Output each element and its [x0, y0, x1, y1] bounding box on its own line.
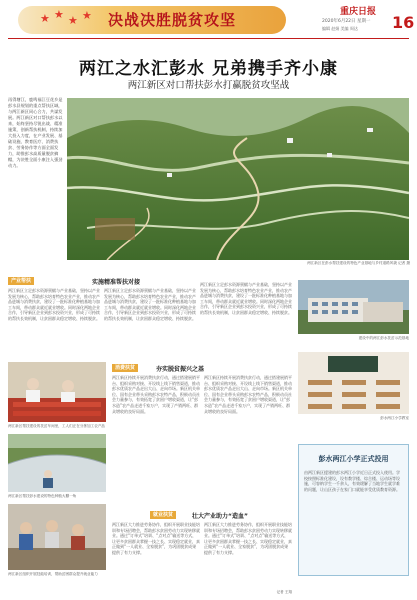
section1-column3: 两江新区立足彭水资源禀赋与产业基础，坚持以产业发展为核心，帮助彭水培育特色农业产业，推动农产品进城与消费扶贫，建设了一批标准化种植基地与加工车间，带动群众就近就业增收。同时深化两地企业合作，引导新区企业到彭水投资兴业，形成了可持续的帮扶长效机制，让贫困群众稳定增收、持续脱贫。 [200, 282, 292, 315]
masthead-logo: 重庆日报 [340, 7, 377, 17]
classroom-photo-caption: 彭水两江小学教室 [380, 416, 409, 420]
header-divider [8, 38, 409, 39]
byline: 记者 王翔 [276, 590, 292, 594]
star-icon: ★ [68, 14, 78, 27]
factory-photo [8, 362, 106, 422]
school-news-box [298, 444, 409, 576]
right-photo-1-caption: 建设中的两江彭水扶贫示范基地 [358, 336, 409, 340]
greenhouse-photo-caption: 两江新区帮扶彭水建设的特色种植大棚一角 [8, 494, 77, 498]
box-headline: 彭水两江小学正式投用 [318, 454, 389, 463]
section-title: 决战决胜脱贫攻坚 [108, 11, 237, 29]
main-headline: 两江之水汇彭水 兄弟携手齐小康 [79, 59, 338, 79]
star-icon: ★ [54, 8, 64, 21]
section2-column2: 两江新区持续开展消费扶贫行动，通过搭建展销平台、组织采购对接、开设线上线下销售渠道，推动彭水优质农产品走出大山、走向市场。新区机关单位、国有企业带头采购彭水农特产品，积极动员社会力量参与，有效拓宽了贫困户增收渠道，让“彭水造”农产品走进千家万户，实现了产销两旺、群众增收的良好局面。 [204, 375, 292, 414]
greenhouse-image [8, 434, 106, 492]
issue-date: 2020年6月22日 星期一 [322, 19, 371, 24]
section-heading: 夯实脱贫振兴之基 [156, 366, 205, 373]
section1-column1: 两江新区立足彭水资源禀赋与产业基础，坚持以产业发展为核心，帮助彭水培育特色农业产业，推动农产品进城与消费扶贫，建设了一批标准化种植基地与加工车间，带动群众就近就业增收。同时深化两地企业合作，引导新区企业到彭水投资兴业，形成了可持续的帮扶长效机制，让贫困群众稳定增收、持续脱贫。 [8, 288, 100, 321]
right-photo-1 [298, 280, 409, 334]
main-photo-caption: 两江新区在彭水帮扶建设的特色产业基地与乡村道路风貌 记者 摄 [307, 261, 410, 265]
section-tag: 产业帮扶 [8, 277, 34, 285]
classroom-image [298, 352, 409, 414]
factory-photo-caption: 两江新区帮扶建设的扶贫车间里，工人们正在分拣加工农产品 [8, 424, 106, 428]
sub-headline: 两江新区对口帮扶彭水打赢脱贫攻坚战 [127, 80, 290, 91]
section2-column1: 两江新区持续开展消费扶贫行动，通过搭建展销平台、组织采购对接、开设线上线下销售渠道，推动彭水优质农产品走出大山、走向市场。新区机关单位、国有企业带头采购彭水农特产品，积极动员社会力量参与，有效拓宽了贫困户增收渠道，让“彭水造”农产品走进千家万户，实现了产销两旺、群众增收的良好局面。 [112, 375, 200, 414]
section1-column2: 两江新区立足彭水资源禀赋与产业基础，坚持以产业发展为核心，帮助彭水培育特色农业产业，推动农产品进城与消费扶贫，建设了一批标准化种植基地与加工车间，带动群众就近就业增收。同时深化两地企业合作，引导新区企业到彭水投资兴业，形成了可持续的帮扶长效机制，让贫困群众稳定增收、持续脱贫。 [104, 288, 196, 321]
section3-column2: 两江新区大力推进劳务协作，组织开展职业技能培训和专场招聘会，帮助彭水贫困劳动力实现转移就业。通过“订单式”培训、“点对点”输送等方式，让更多贫困群众掌握一技之长、实现稳定就业，真正做到“一人就业、全家脱贫”，为巩固脱贫成果提供了有力支撑。 [204, 522, 292, 555]
training-image [8, 504, 106, 570]
section-tag: 就业扶贫 [150, 511, 176, 519]
star-icon: ★ [40, 12, 50, 25]
training-photo-caption: 两江新区组织开展技能培训，帮助贫困群众提升就业能力 [8, 572, 98, 576]
editors-line: 编辑 赵娟 美编 周达 [322, 26, 358, 31]
box-body: 由两江新区援建的彭水两江小学近日正式投入使用。学校按照标准化建设，设有教学楼、综合楼、运动场等设施，可容纳学生一千余人，有效缓解了当地学生就学难的问题，让山区孩子在家门口就能享受优质教育资源。 [304, 470, 400, 492]
section-tag: 消费扶贫 [112, 364, 138, 372]
school-building-image [298, 280, 409, 334]
classroom-photo [298, 352, 409, 414]
page-number: 16 [392, 13, 415, 32]
greenhouse-photo [8, 434, 106, 492]
section-heading: 壮大产业助力“造血” [192, 513, 248, 520]
workshop-image [8, 362, 106, 422]
banner-decoration [40, 8, 98, 30]
star-icon: ★ [82, 9, 92, 22]
terraced-hills-image [67, 98, 409, 260]
training-photo [8, 504, 106, 570]
lead-paragraph: 再得塘江，鹿鸣福江豆花乡是彭水县规划的重点帮扶区域，与两江新区同心合力，共谋发展。两江新区对口帮扶彭水以来，始终坚持尽锐出战、精准施策，创新帮扶机制，持续加大投入力度，在产业发展、基础设施、教育医疗、消费扶贫、劳务协作等方面全面发力，助推彭水高质量脱贫摘帽，为决胜全面小康注入强劲动力。 [8, 97, 63, 168]
main-photo [67, 98, 409, 260]
section-heading: 实施精准帮扶对接 [92, 279, 141, 286]
section3-column1: 两江新区大力推进劳务协作，组织开展职业技能培训和专场招聘会，帮助彭水贫困劳动力实现转移就业。通过“订单式”培训、“点对点”输送等方式，让更多贫困群众掌握一技之长、实现稳定就业，真正做到“一人就业、全家脱贫”，为巩固脱贫成果提供了有力支撑。 [112, 522, 200, 555]
